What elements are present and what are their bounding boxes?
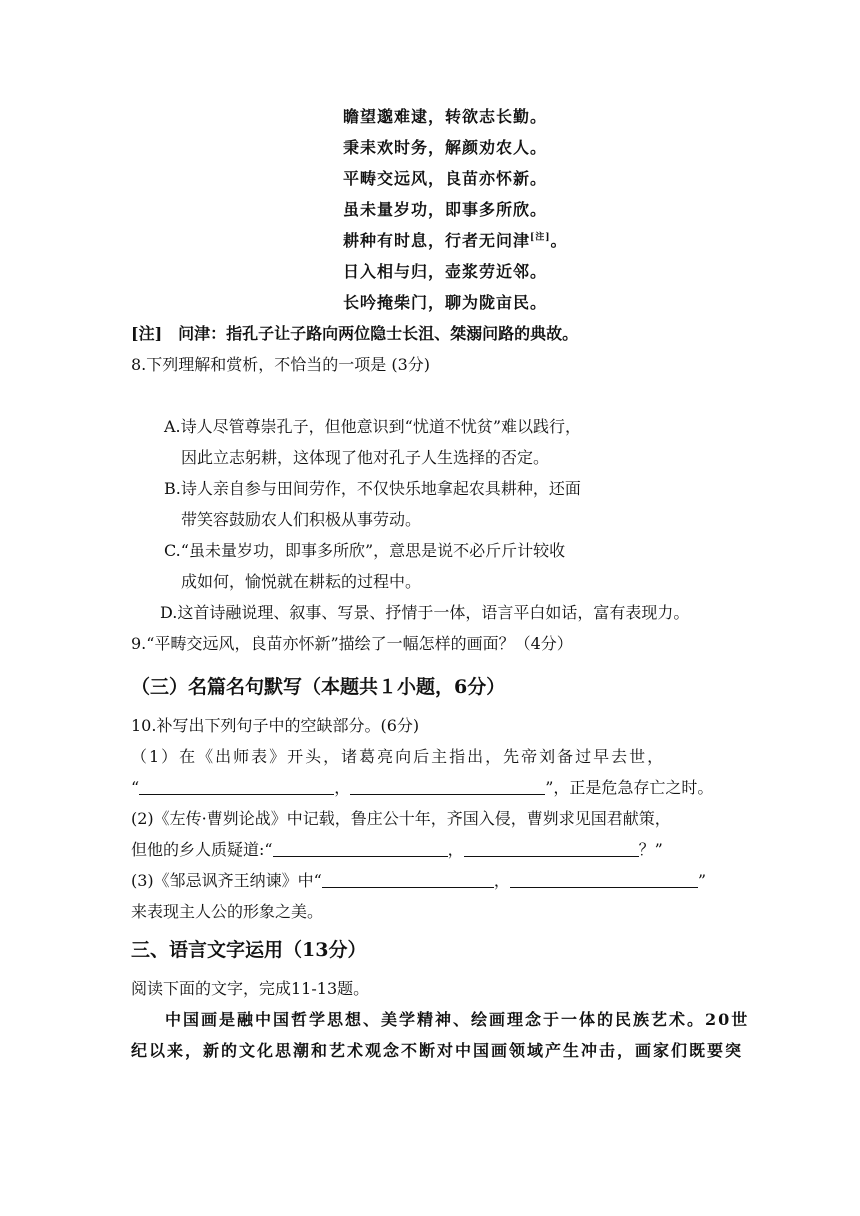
option-d: D.这首诗融说理、叙事、写景、抒情于一体，语言平白如话，富有表现力。: [160, 603, 690, 622]
q10-part2-line2: [131, 839, 663, 861]
part-heading-3: 三、语言文字运用（13分）: [131, 939, 367, 961]
part1-end: ”，正是危急存亡之时。: [545, 778, 714, 797]
reading-para-line-1: 中国画是融中国哲学思想、美学精神、绘画理念于一体的民族艺术。20世: [165, 1010, 750, 1029]
comma: ，: [447, 840, 464, 859]
option-b-line-1: B.诗人亲自参与田间劳作，不仅快乐地拿起农具耕种，还面: [164, 479, 581, 498]
poem-line-5-text: 耕种有时息，行者无问津: [343, 231, 531, 250]
comma: ，: [334, 778, 351, 797]
option-c-line-1: C.“虽未量岁功，即事多所欣”，意思是说不必斤斤计较收: [164, 541, 566, 560]
question-9: 9.“平畴交远风，良苗亦怀新”描绘了一幅怎样的画面？（4分）: [131, 634, 573, 653]
poem-line-5: [343, 230, 568, 252]
fill-blank-4[interactable]: [464, 840, 639, 857]
question-10-stem: 10.补写出下列句子中的空缺部分。(6分): [131, 716, 420, 735]
poem-line-1: 瞻望邈难逮，转欲志长勤。: [343, 107, 548, 126]
poem-line-5-end: 。: [550, 231, 568, 250]
option-c-line-2: 成如何，愉悦就在耕耘的过程中。: [181, 572, 422, 591]
footnote: [注] 问津：指孔子让子路向两位隐士长沮、桀溺问路的典故。: [131, 324, 579, 343]
q10-part3-line2: 来表现主人公的形象之美。: [131, 902, 324, 921]
part2-start: 但他的乡人质疑道:“: [131, 840, 273, 859]
note-marker: [注]: [530, 232, 551, 243]
comma: ，: [493, 871, 510, 890]
poem-line-7: 长吟掩柴门，聊为陇亩民。: [343, 293, 548, 312]
question-8-stem: 8.下列理解和赏析，不恰当的一项是 (3分): [131, 355, 431, 374]
fill-blank-6[interactable]: [510, 871, 698, 888]
part3-start: (3)《邹忌讽齐王纳谏》中“: [131, 871, 322, 890]
reading-para-line-2: 纪以来，新的文化思潮和艺术观念不断对中国画领域产生冲击，画家们既要突: [131, 1041, 744, 1060]
q10-part1-line1: （1）在《出师表》开头，诸葛亮向后主指出，先帝刘备过早去世，: [131, 747, 666, 766]
fill-blank-2[interactable]: [350, 778, 545, 795]
option-a-line-1: A.诗人尽管尊崇孔子，但他意识到“忧道不忧贫”难以践行，: [164, 417, 582, 436]
q10-part1-line2: [131, 777, 713, 799]
poem-line-6: 日入相与归，壶浆劳近邻。: [343, 262, 548, 281]
part3-end: ”: [697, 871, 707, 890]
section-heading-3: （三）名篇名句默写（本题共１小题，6分）: [131, 676, 506, 698]
fill-blank-3[interactable]: [273, 840, 448, 857]
poem-line-2: 秉耒欢时务，解颜劝农人。: [343, 138, 548, 157]
poem-line-3: 平畴交远风，良苗亦怀新。: [343, 169, 548, 188]
fill-blank-5[interactable]: [322, 871, 494, 888]
option-b-line-2: 带笑容鼓励农人们积极从事劳动。: [181, 510, 422, 529]
reading-intro: 阅读下面的文字，完成11-13题。: [131, 979, 370, 998]
fill-blank-1[interactable]: [139, 778, 334, 795]
option-a-line-2: 因此立志躬耕，这体现了他对孔子人生选择的否定。: [181, 448, 550, 467]
part2-end: ？”: [638, 840, 663, 859]
poem-line-4: 虽未量岁功，即事多所欣。: [343, 200, 548, 219]
q10-part2-line1: (2)《左传·曹刿论战》中记载，鲁庄公十年，齐国入侵，曹刿求见国君献策，: [131, 809, 671, 828]
open-quote: “: [131, 778, 140, 797]
q10-part3-line1: [131, 870, 706, 892]
